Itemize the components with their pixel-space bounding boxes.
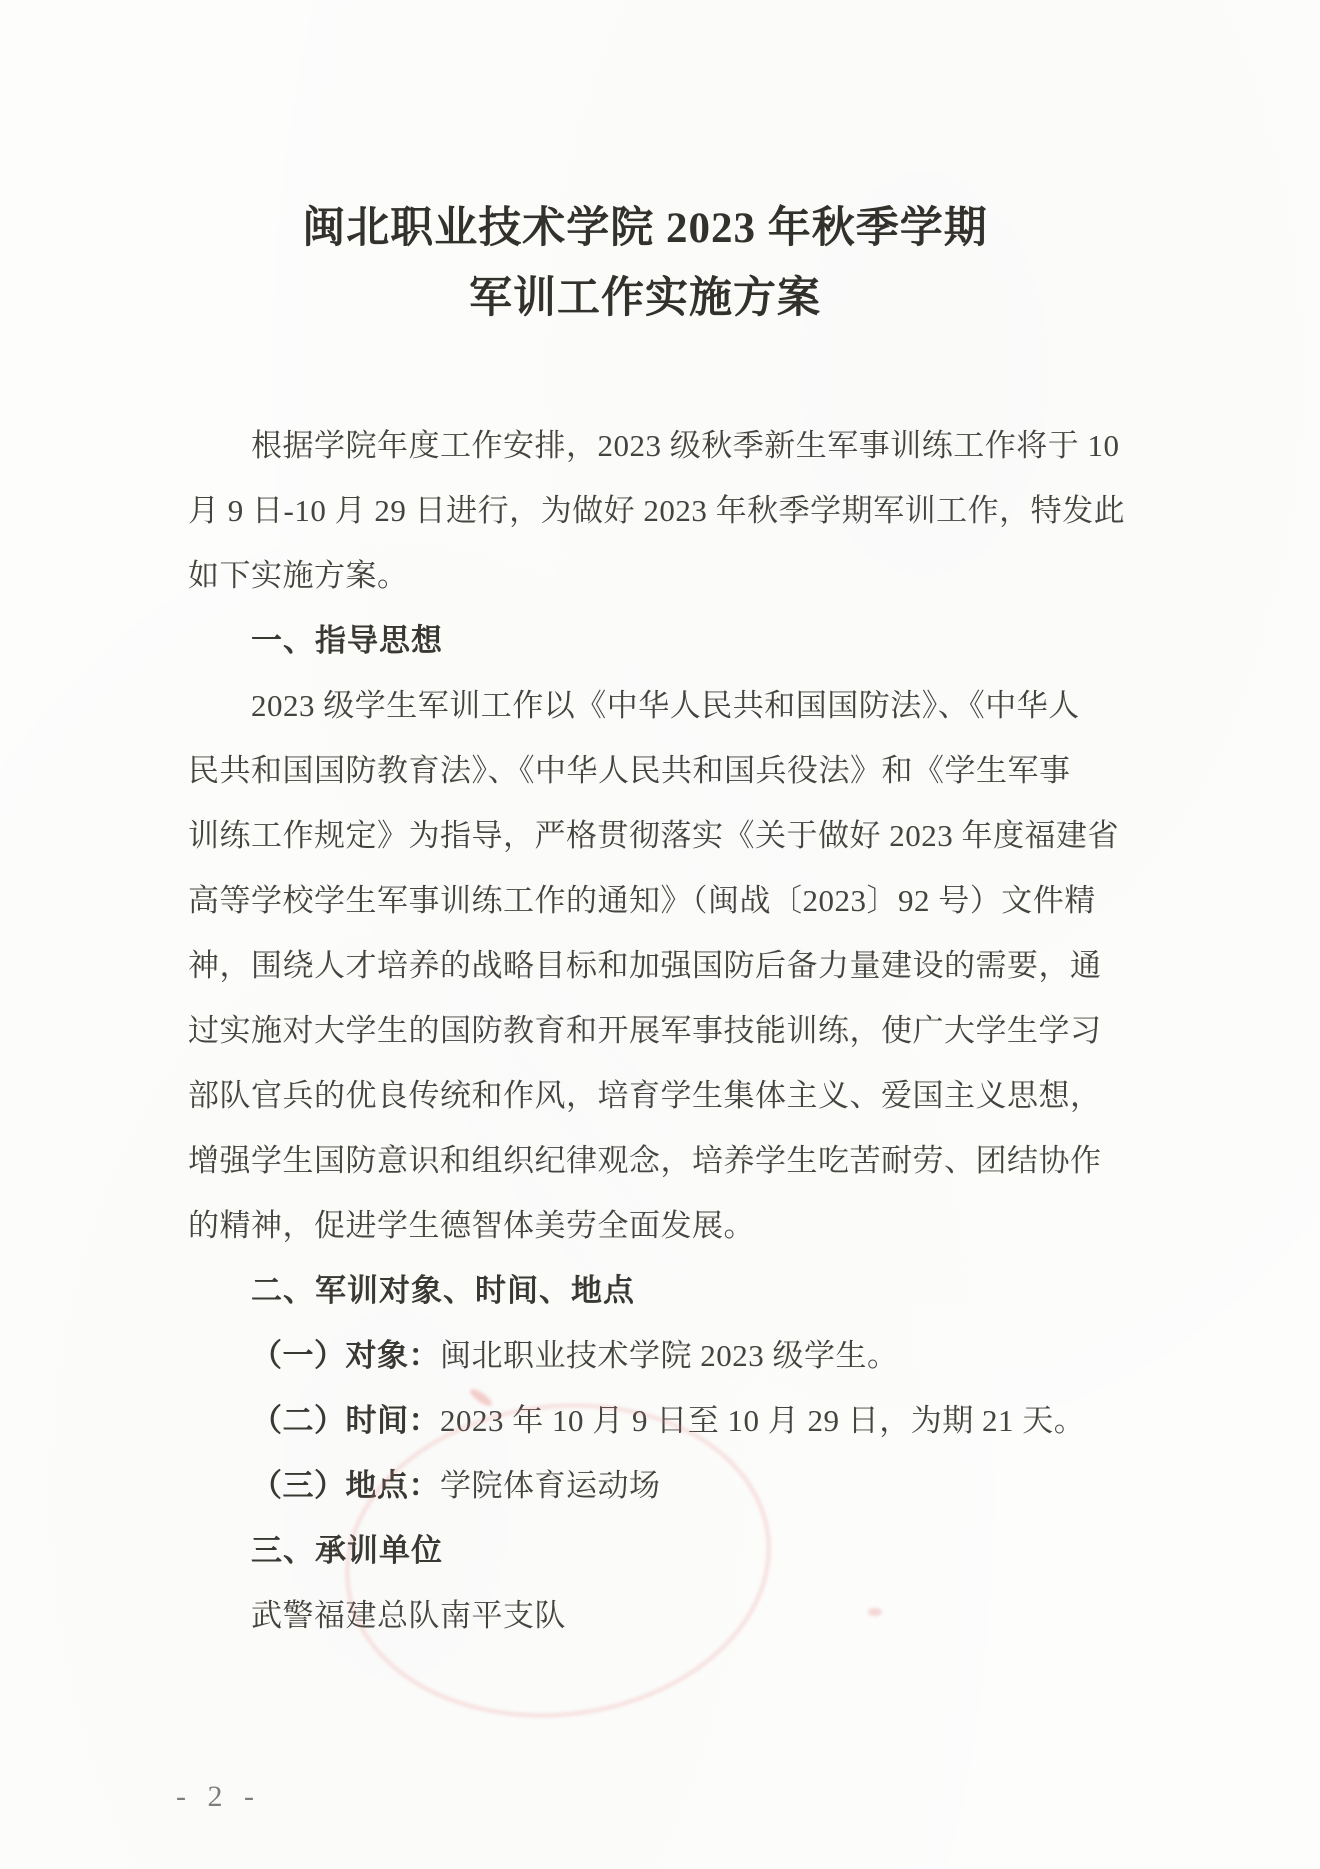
red-seal-speck [868, 1608, 882, 1616]
body-line: 2023 级学生军训工作以《中华人民共和国国防法》、《中华人 [251, 688, 1080, 723]
item-text: 学院体育运动场 [440, 1468, 661, 1503]
item-label-target: （一）对象： [251, 1338, 440, 1373]
item-label-location: （三）地点： [251, 1468, 440, 1503]
item-label-time: （二）时间： [251, 1403, 440, 1438]
body-line: 民共和国国防教育法》、《中华人民共和国兵役法》和《学生军事 [188, 753, 1071, 788]
section-heading-1: 一、指导思想 [251, 623, 443, 658]
body-line [188, 1453, 1118, 1518]
document-title [185, 194, 1105, 334]
page-number: - 2 - [176, 1780, 261, 1813]
document-title-line-1: 闽北职业技术学院 2023 年秋季学期 [302, 205, 988, 252]
section-heading-2: 二、军训对象、时间、地点 [251, 1273, 635, 1308]
section-heading-3: 三、承训单位 [251, 1533, 443, 1568]
body-line: 如下实施方案。 [188, 558, 409, 593]
body-line: 过实施对大学生的国防教育和开展军事技能训练，使广大学生学习 [188, 1013, 1102, 1048]
body-line: 根据学院年度工作安排，2023 级秋季新生军事训练工作将于 10 [251, 428, 1120, 463]
body-line [188, 1388, 1118, 1453]
body-line: 武警福建总队南平支队 [251, 1598, 566, 1633]
document-body [188, 413, 1126, 1648]
body-line: 部队官兵的优良传统和作风，培育学生集体主义、爱国主义思想， [188, 1078, 1102, 1113]
item-text: 闽北职业技术学院 2023 级学生。 [440, 1338, 899, 1373]
body-line: 训练工作规定》为指导，严格贯彻落实《关于做好 2023 年度福建省 [188, 818, 1119, 853]
body-line: 增强学生国防意识和组织纪律观念，培养学生吃苦耐劳、团结协作 [188, 1143, 1102, 1178]
body-line [188, 1323, 1118, 1388]
body-line: 的精神，促进学生德智体美劳全面发展。 [188, 1208, 755, 1243]
body-line: 高等学校学生军事训练工作的通知》（闽战〔2023〕92 号）文件精 [188, 883, 1096, 918]
body-line: 神，围绕人才培养的战略目标和加强国防后备力量建设的需要，通 [188, 948, 1102, 983]
item-text: 2023 年 10 月 9 日至 10 月 29 日，为期 21 天。 [440, 1403, 1086, 1438]
body-line: 月 9 日-10 月 29 日进行，为做好 2023 年秋季学期军训工作，特发此 [188, 493, 1126, 528]
document-title-line-2: 军训工作实施方案 [469, 275, 821, 322]
